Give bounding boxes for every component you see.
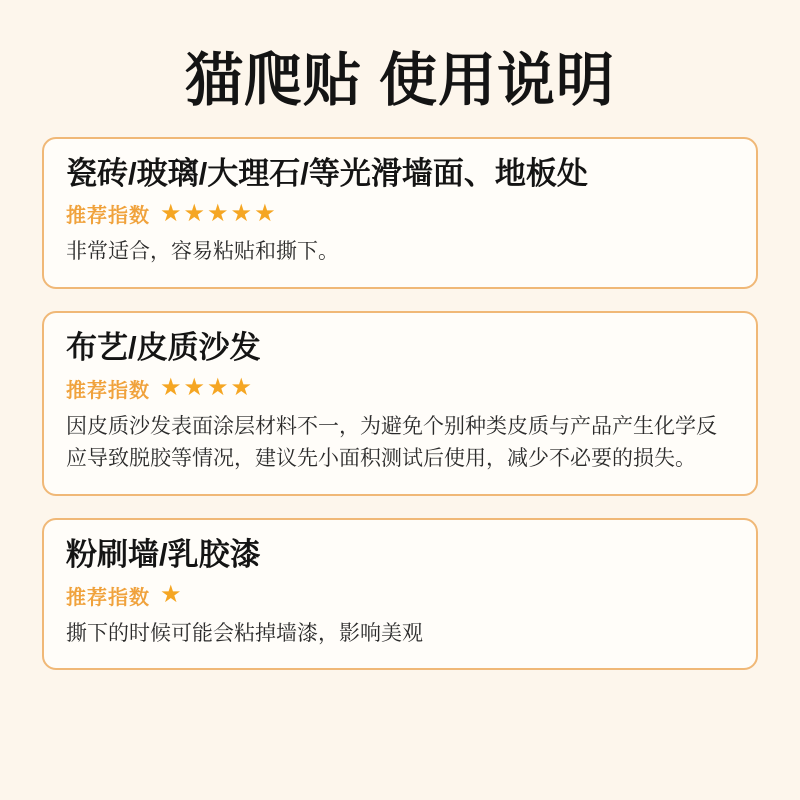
rating-label: 推荐指数 — [66, 379, 150, 402]
star-rating-icon: ★★★★ — [160, 374, 255, 402]
card-title: 瓷砖/玻璃/大理石/等光滑墙面、地板处 — [66, 155, 588, 191]
card-description: 非常适合，容易粘贴和撕下。 — [66, 240, 339, 264]
surface-card-painted-wall-latex-paint — [42, 518, 758, 670]
page-title: 猫爬贴 使用说明 — [184, 48, 616, 113]
card-title: 粉刷墙/乳胶漆 — [66, 536, 261, 572]
star-rating-icon: ★★★★★ — [160, 199, 278, 227]
rating-label: 推荐指数 — [66, 586, 150, 609]
rating-row — [66, 199, 734, 228]
star-rating-icon: ★ — [160, 581, 184, 609]
rating-label: 推荐指数 — [66, 205, 150, 228]
card-description: 撕下的时候可能会粘掉墙漆，影响美观 — [66, 621, 423, 645]
rating-row — [66, 374, 734, 403]
card-description: 因皮质沙发表面涂层材料不一，为避免个别种类皮质与产品产生化学反应导致脱胶等情况，建议先小面积测试后使用，减少不必要的损失。 — [66, 414, 717, 471]
surface-card-fabric-leather-sofa — [42, 311, 758, 496]
rating-row — [66, 581, 734, 610]
surface-card-tile-glass-marble — [42, 137, 758, 289]
card-title: 布艺/皮质沙发 — [66, 329, 261, 365]
